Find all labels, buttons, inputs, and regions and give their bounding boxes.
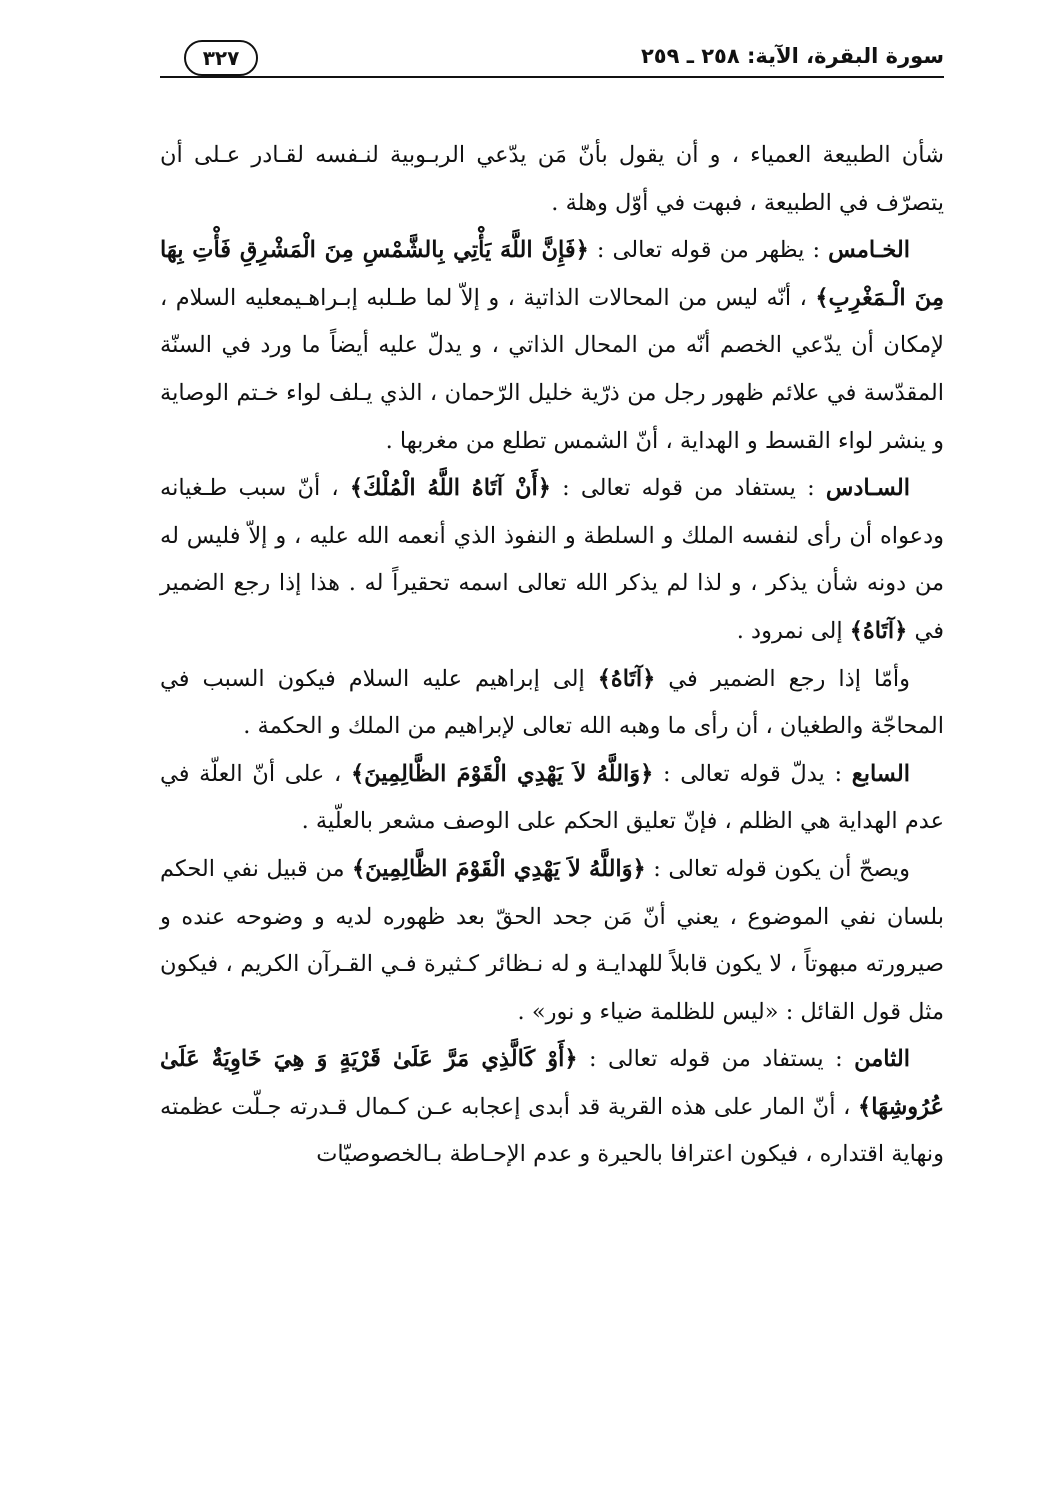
paragraph bbox=[160, 1036, 944, 1179]
paragraph-text: : يستفاد من قوله تعالى : bbox=[550, 475, 826, 502]
paragraph-text: وأمّا إذا رجع الضمير في bbox=[655, 665, 910, 692]
header-rule bbox=[160, 76, 944, 78]
quran-quote: ﴿آتَاهُ﴾ bbox=[597, 665, 656, 692]
paragraph bbox=[160, 227, 944, 465]
paragraph bbox=[160, 465, 944, 655]
paragraph-text: : يظهر من قوله تعالى : bbox=[588, 237, 829, 264]
quran-quote: ﴿وَاللَّهُ لاَ يَهْدِي الْقَوْمَ الظَّالِمِينَ﴾ bbox=[350, 760, 654, 787]
section-heading: الخـامس bbox=[828, 237, 910, 264]
body-text bbox=[160, 132, 944, 1179]
paragraph-text: ويصحّ أن يكون قوله تعالى : bbox=[645, 855, 910, 882]
paragraph bbox=[160, 846, 944, 1036]
page-header bbox=[160, 40, 944, 88]
section-heading: السابع bbox=[851, 760, 910, 787]
paragraph-text: شأن الطبيعة العمياء ، و أن يقول بأنّ مَن يدّعي الربـوبية لنـفسه لقـادر عـلى أن يتصرّف في الطبيعة ، فبهت في أوّل وهلة . bbox=[160, 142, 944, 216]
paragraph-text: من قبيل نفي الحكم بلسان نفي الموضوع ، يعني أنّ مَن جحد الحقّ بعد ظهوره لديه و وضوحه عنده و صيرورته مبهوتاً ، لا يكون قابلاً للهدايـة و له نـظائر كـثيرة فـي القـرآن الكريم ، فيكون مثل قول القائل : «ليس للظلمة ضياء و نور» . bbox=[160, 855, 944, 1025]
paragraph-text: : يدلّ قوله تعالى : bbox=[653, 760, 852, 787]
paragraph-text: ، أنّ المار على هذه القرية قد أبدى إعجابه عـن كـمال قـدرته جـلّت عظمته ونهاية اقتداره ، فيكون اعترافا بالحيرة و عدم الإحـاطة بـالخصوصيّات bbox=[160, 1093, 944, 1168]
quran-quote: ﴿فَإِنَّ اللَّهَ يَأْتِي بِالشَّمْسِ مِنَ الْمَشْرِقِ فَأْتِ بِهَا مِنَ الْـمَغْرِبِ﴾ bbox=[160, 237, 944, 311]
paragraph-text: : يستفاد من قوله تعالى : bbox=[577, 1046, 855, 1073]
quran-quote: ﴿أَنْ آتَاهُ اللَّهُ الْمُلْكَ﴾ bbox=[349, 475, 551, 502]
quran-quote: ﴿آتَاهُ﴾ bbox=[849, 617, 908, 644]
paragraph-text: ، على أنّ العلّة في عدم الهداية هي الظلم ، فإنّ تعليق الحكم على الوصف مشعر بالعلّية . bbox=[160, 760, 944, 835]
page-number: ٣٢٧ bbox=[184, 40, 258, 76]
paragraph-text: إلى نمرود . bbox=[736, 617, 850, 644]
paragraph-text: إلى إبراهيم عليه السلام فيكون السبب في المحاجّة والطغيان ، أن رأى ما وهبه الله تعالى لإبراهيم من الملك و الحكمة . bbox=[160, 665, 944, 740]
paragraph bbox=[160, 656, 944, 751]
section-heading: السـادس bbox=[825, 475, 910, 502]
quran-quote: ﴿أَوْ كَالَّذِي مَرَّ عَلَىٰ قَرْيَةٍ وَ هِيَ خَاوِيَةٌ عَلَىٰ عُرُوشِهَا﴾ bbox=[160, 1046, 944, 1120]
quran-quote: ﴿وَاللَّهُ لاَ يَهْدِي الْقَوْمَ الظَّالِمِينَ﴾ bbox=[352, 855, 646, 882]
paragraph-text: ، أنّه ليس من المحالات الذاتية ، و إلاّ لما طـلبه إبـراهـيمعليه السلام ، لإمكان أن يدّعي الخصم أنّه من المحال الذاتي ، و يدلّ عليه أيضاً ما ورد في السنّة المقدّسة في علائم ظهور رجل من ذرّية خليل الرّحمان ، الذي يـلف لواء خـتم الوصاية و ينشر لواء القسط و الهداية ، أنّ الشمس تطلع من مغربها . bbox=[160, 284, 944, 454]
running-title: سورة البقرة، الآية: ٢٥٨ ـ ٢٥٩ bbox=[640, 44, 944, 68]
paragraph bbox=[160, 751, 944, 846]
paragraph bbox=[160, 132, 944, 227]
section-heading: الثامن bbox=[854, 1046, 910, 1073]
paragraph-text: ، أنّ سبب طـغيانه ودعواه أن رأى لنفسه الملك و السلطة و النفوذ الذي أنعمه الله عليه ، و إلاّ فليس له من دونه شأن يذكر ، و لذا لم يذكر الله تعالى اسمه تحقيراً له . هذا إذا رجع الضمير في bbox=[160, 475, 944, 644]
